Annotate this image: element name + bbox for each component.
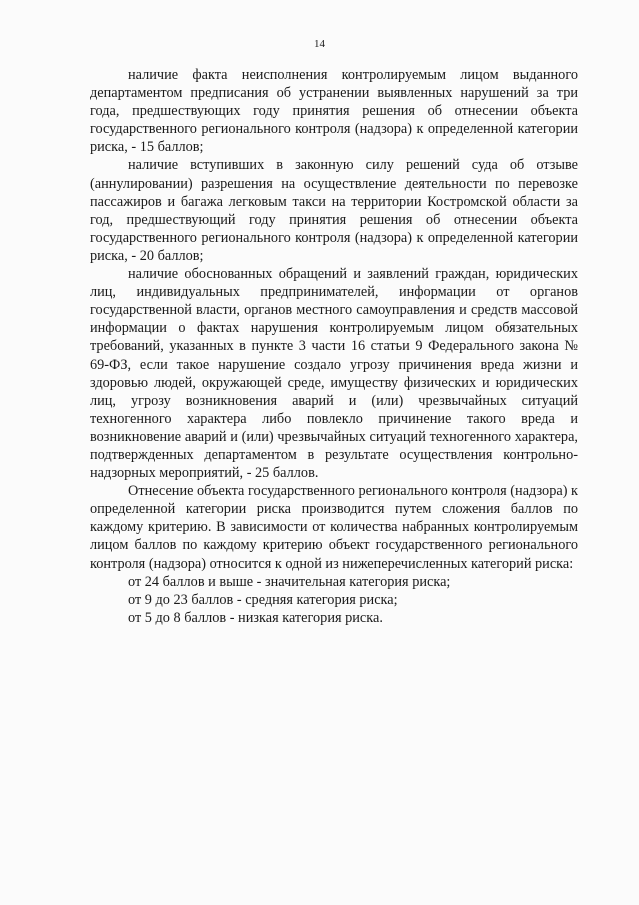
paragraph-court-decisions: наличие вступивших в законную силу решений суда об отзыве (аннулировании) разрешения на осуществление деятельности по перевозке пассажиров и багажа легковым такси на территории Костромской области за год, предшествующий году принятия решения об отнесении объекта государственного регионального контроля (надзора) к определенной категории риска, - 20 баллов; [90, 157, 578, 264]
document-body [90, 66, 578, 627]
paragraph-risk-assignment: Отнесение объекта государственного регионального контроля (надзора) к определенной категории риска производится путем сложения баллов по каждому критерию. В зависимости от количества набранных контролируемым лицом баллов по каждому критерию объект государственного регионального контроля (надзора) относится к одной из нижеперечисленных категорий риска: [90, 483, 578, 572]
page-number: 14 [314, 38, 325, 50]
paragraph-unfulfilled-orders: наличие факта неисполнения контролируемым лицом выданного департаментом предписания об устранении выявленных нарушений за три года, предшествующих году принятия решения об отнесении объекта государственного регионального контроля (надзора) к определенной категории риска, - 15 баллов; [90, 67, 578, 156]
risk-list-item-medium: от 9 до 23 баллов - средняя категория риска; [128, 591, 398, 608]
risk-list-item-low: от 5 до 8 баллов - низкая категория риска. [128, 609, 383, 626]
risk-list-item-significant: от 24 баллов и выше - значительная категория риска; [128, 573, 451, 590]
paragraph-citizen-complaints: наличие обоснованных обращений и заявлений граждан, юридических лиц, индивидуальных предпринимателей, информации от органов государственной власти, органов местного самоуправления и средств массовой информации о фактах нарушения контролируемым лицом обязательных требований, указанных в пункте 3 части 16 статьи 9 Федерального закона № 69-ФЗ, если такое нарушение создало угрозу причинения вреда жизни и здоровью людей, окружающей среде, имуществу физических и юридических лиц, угрозу возникновения аварий и (или) чрезвычайных ситуаций техногенного характера либо повлекло причинение такого вреда и возникновение аварий и (или) чрезвычайных ситуаций техногенного характера, подтвержденных департаментом в результате осуществления контрольно-надзорных мероприятий, - 25 баллов. [90, 266, 578, 482]
